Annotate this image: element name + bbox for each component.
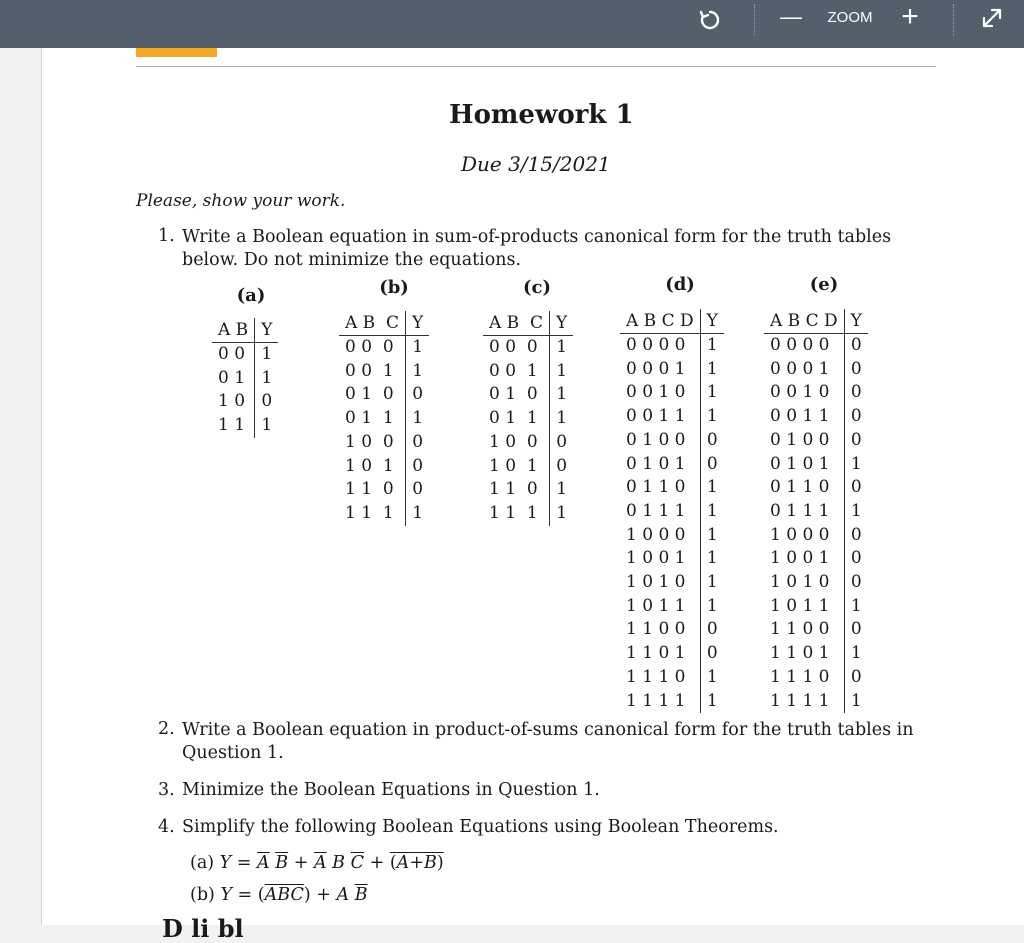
table-row	[764, 524, 868, 548]
input-values: 0 1 1 1	[770, 500, 830, 521]
table-row	[212, 367, 278, 391]
output-value: 0	[700, 642, 724, 666]
input-values: 0 0 0 1	[626, 358, 686, 379]
table-row	[764, 500, 868, 524]
input-values: 1 0	[218, 391, 246, 412]
output-value: 0	[700, 429, 724, 453]
input-values: 0 0 1 1	[770, 406, 830, 427]
q1-text: Write a Boolean equation in sum-of-products canonical form for the truth tables below. Do not minimize the equations.	[182, 227, 892, 270]
truth-table-header	[483, 311, 573, 336]
eq-b-term: A	[336, 885, 350, 905]
document-page	[41, 48, 1024, 943]
input-values: 0 0 0	[345, 337, 394, 357]
output-value: 1	[700, 500, 724, 524]
input-values: 1 1 1 1	[770, 690, 830, 711]
input-values: 0 0 0 0	[770, 335, 830, 355]
input-values: 0 1 1 1	[626, 500, 686, 521]
refresh-icon	[698, 8, 722, 32]
table-row	[620, 690, 724, 714]
input-values: 1 1 0 0	[770, 619, 830, 640]
input-values: 1 1	[218, 415, 246, 436]
input-values: 0 0 0 1	[770, 358, 830, 379]
table-row	[620, 571, 724, 595]
output-column-header: Y	[844, 309, 868, 334]
output-value: 0	[700, 453, 724, 477]
input-values: 0 1 1 0	[626, 477, 686, 498]
refresh-button[interactable]	[694, 4, 726, 36]
eq-a-term: $\overline{B}$	[275, 853, 289, 873]
table-row	[620, 524, 724, 548]
table-row	[483, 478, 573, 502]
eq-b-paren: )	[303, 885, 311, 905]
output-value: 1	[844, 642, 868, 666]
eq-a-op: +	[293, 853, 309, 873]
input-values: 0 0 1 0	[626, 382, 686, 403]
output-value: 0	[406, 431, 430, 455]
eq-a-term: $\overline{A}$	[313, 853, 327, 873]
output-value: 1	[255, 414, 279, 438]
output-value: 0	[844, 524, 868, 548]
input-values: 1 1 1	[345, 502, 394, 523]
header-rule	[136, 66, 936, 67]
table-row	[339, 431, 429, 455]
table-label-e: (e)	[809, 274, 839, 295]
q3-number: 3.	[158, 780, 175, 800]
eq-a-paren: (	[389, 853, 397, 873]
output-value: 1	[700, 405, 724, 429]
output-value: 0	[844, 381, 868, 405]
eq-a-op: +	[369, 853, 385, 873]
eq-a-paren: )	[436, 853, 444, 873]
output-value: 1	[255, 343, 279, 367]
eq-a-term: $\overline{C}$	[350, 853, 365, 873]
zoom-in-button[interactable]: +	[901, 0, 919, 33]
output-value: 1	[550, 360, 574, 384]
equation-b	[190, 885, 368, 905]
input-columns-header: A B C	[483, 311, 550, 336]
table-row	[483, 407, 573, 431]
table-row	[620, 595, 724, 619]
table-row	[212, 414, 278, 438]
eq-a-lhs: Y =	[219, 853, 252, 873]
expand-arrow-icon	[980, 6, 1004, 30]
table-row	[764, 547, 868, 571]
output-value: 0	[406, 455, 430, 479]
output-value: 0	[844, 666, 868, 690]
output-value: 0	[406, 478, 430, 502]
truth-table-e	[764, 309, 868, 713]
eq-b-lhs: Y =	[220, 885, 253, 905]
input-values: 0 0 1 1	[626, 406, 686, 427]
truth-table-header	[339, 311, 429, 336]
output-value: 1	[700, 334, 724, 358]
input-values: 1 0 1	[345, 455, 394, 476]
output-value: 1	[700, 358, 724, 382]
table-row	[212, 343, 278, 367]
input-columns-header: A B	[212, 318, 255, 343]
output-value: 0	[844, 429, 868, 453]
output-column-header: Y	[255, 318, 279, 343]
input-values: 0 1 0	[345, 384, 394, 405]
eq-b-op: +	[316, 885, 331, 905]
eq-b-label: (b)	[190, 885, 215, 905]
table-row	[764, 618, 868, 642]
output-value: 1	[550, 407, 574, 431]
truth-table-b	[339, 311, 429, 526]
table-label-d: (d)	[665, 274, 695, 295]
input-values: 0 0 0	[489, 337, 538, 357]
output-value: 1	[700, 476, 724, 500]
output-value: 1	[700, 690, 724, 714]
output-value: 1	[550, 478, 574, 502]
output-value: 0	[844, 547, 868, 571]
output-value: 1	[406, 336, 430, 360]
table-row	[764, 334, 868, 358]
output-value: 0	[550, 455, 574, 479]
table-row	[764, 690, 868, 714]
table-row	[620, 666, 724, 690]
input-values: 0 0 1 0	[770, 382, 830, 403]
table-row	[764, 405, 868, 429]
table-row	[339, 407, 429, 431]
output-value: 1	[700, 381, 724, 405]
zoom-out-button[interactable]: —	[780, 4, 802, 29]
output-value: 0	[844, 358, 868, 382]
eq-a-label: (a)	[190, 853, 215, 873]
input-values: 0 0 0 0	[626, 335, 686, 355]
output-value: 0	[844, 571, 868, 595]
input-columns-header: A B C D	[764, 309, 844, 334]
table-row	[764, 595, 868, 619]
table-row	[483, 336, 573, 360]
output-value: 1	[700, 571, 724, 595]
table-row	[764, 666, 868, 690]
input-values: 1 0 1 0	[770, 572, 830, 593]
truth-table-c	[483, 311, 573, 526]
table-label-b: (b)	[379, 277, 409, 298]
page-title: Homework 1	[449, 100, 634, 130]
input-values: 1 0 0 1	[770, 548, 830, 569]
eq-a-term: $\overline{A}$	[257, 853, 270, 873]
output-value: 1	[700, 524, 724, 548]
table-row	[339, 383, 429, 407]
output-column-header: Y	[406, 311, 430, 336]
input-values: 1 0 1 1	[770, 595, 830, 616]
output-value: 1	[550, 383, 574, 407]
input-values: 0 1 0 0	[626, 429, 686, 450]
table-label-a: (a)	[236, 285, 266, 306]
output-value: 1	[550, 502, 574, 526]
input-values: 1 1 1 1	[626, 690, 686, 711]
input-values: 0 0 1	[345, 360, 394, 381]
eq-a-term: A	[396, 853, 410, 873]
toolbar-separator	[754, 4, 755, 36]
output-value: 1	[700, 547, 724, 571]
output-value: 0	[844, 334, 868, 358]
output-value: 0	[844, 618, 868, 642]
output-value: 0	[844, 476, 868, 500]
output-value: 1	[700, 666, 724, 690]
table-row	[212, 390, 278, 414]
instructions: Please, show your work.	[136, 191, 346, 211]
table-row	[339, 478, 429, 502]
output-value: 0	[550, 431, 574, 455]
truth-table-a	[212, 318, 278, 438]
input-values: 1 0 0	[345, 431, 394, 452]
eq-b-term: $\overline{ABC}$	[264, 885, 304, 905]
output-value: 1	[550, 336, 574, 360]
input-values: 1 1 1 0	[770, 666, 830, 687]
input-values: 0 1 1	[489, 408, 538, 429]
eq-a-negated-group	[390, 853, 444, 873]
input-values: 1 0 1 0	[626, 572, 686, 593]
output-value: 0	[700, 618, 724, 642]
output-column-header: Y	[700, 309, 724, 334]
equation-a	[190, 853, 444, 873]
input-values: 1 1 0 0	[626, 619, 686, 640]
truth-table-header	[764, 309, 868, 334]
input-values: 0 1 1	[345, 408, 394, 429]
output-value: 1	[844, 453, 868, 477]
input-values: 0 1 0 1	[626, 453, 686, 474]
truth-table-d	[620, 309, 724, 713]
eq-b-paren: (	[257, 885, 265, 905]
input-values: 1 1 0	[345, 479, 394, 500]
table-row	[620, 618, 724, 642]
truth-table-header	[620, 309, 724, 334]
input-values: 1 0 0	[489, 431, 538, 452]
expand-button[interactable]	[976, 2, 1008, 34]
input-values: 0 1 0	[489, 384, 538, 405]
output-value: 1	[844, 690, 868, 714]
output-value: 0	[406, 383, 430, 407]
table-row	[764, 453, 868, 477]
q4-text: Simplify the following Boolean Equations using Boolean Theorems.	[182, 817, 779, 837]
next-section-heading-partial: D li bl	[162, 914, 244, 943]
table-row	[620, 405, 724, 429]
table-row	[339, 360, 429, 384]
toolbar-separator	[953, 4, 954, 36]
q3-text: Minimize the Boolean Equations in Question 1.	[182, 780, 600, 800]
output-value: 1	[844, 500, 868, 524]
table-row	[620, 500, 724, 524]
input-values: 0 1 0 1	[770, 453, 830, 474]
table-row	[620, 429, 724, 453]
input-values: 1 0 1	[489, 455, 538, 476]
input-values: 1 1 0 1	[770, 643, 830, 664]
eq-a-term: B	[423, 853, 437, 873]
input-values: 0 1 1 0	[770, 477, 830, 498]
input-values: 0 1 0 0	[770, 429, 830, 450]
table-row	[764, 358, 868, 382]
table-row	[620, 476, 724, 500]
output-value: 1	[700, 595, 724, 619]
output-value: 1	[406, 360, 430, 384]
q4-number: 4.	[158, 817, 175, 837]
eq-b-term: $\overline{B}$	[354, 885, 368, 905]
truth-table-header	[212, 318, 278, 343]
q1-number: 1.	[158, 226, 175, 246]
input-values: 1 1 0	[489, 479, 538, 500]
input-values: 0 0	[218, 344, 246, 364]
eq-a-op: +	[409, 853, 424, 873]
input-values: 1 0 0 0	[770, 524, 830, 545]
table-row	[339, 502, 429, 526]
input-values: 1 1 1	[489, 502, 538, 523]
due-date: Due 3/15/2021	[461, 152, 611, 176]
table-row	[764, 571, 868, 595]
table-row	[483, 431, 573, 455]
header-accent-bar	[136, 48, 217, 57]
table-row	[339, 455, 429, 479]
table-row	[764, 429, 868, 453]
input-columns-header: A B C D	[620, 309, 700, 334]
table-row	[483, 360, 573, 384]
zoom-label: ZOOM	[827, 8, 873, 26]
output-value: 1	[406, 407, 430, 431]
input-values: 1 1 0 1	[626, 643, 686, 664]
table-row	[620, 453, 724, 477]
table-row	[620, 381, 724, 405]
table-row	[620, 547, 724, 571]
input-columns-header: A B C	[339, 311, 406, 336]
output-value: 1	[406, 502, 430, 526]
table-row	[483, 455, 573, 479]
q2-text: Write a Boolean equation in product-of-sums canonical form for the truth tables in Question 1.	[182, 720, 914, 763]
q2-number: 2.	[158, 719, 175, 739]
pdf-viewer-toolbar	[0, 0, 1024, 48]
input-values: 1 0 0 0	[626, 524, 686, 545]
input-values: 1 1 1 0	[626, 666, 686, 687]
input-values: 1 0 1 1	[626, 595, 686, 616]
table-row	[483, 502, 573, 526]
output-value: 1	[255, 367, 279, 391]
table-row	[764, 476, 868, 500]
input-values: 0 1	[218, 367, 246, 388]
table-row	[620, 358, 724, 382]
table-row	[339, 336, 429, 360]
output-value: 0	[255, 390, 279, 414]
input-values: 1 0 0 1	[626, 548, 686, 569]
table-row	[764, 642, 868, 666]
table-row	[764, 381, 868, 405]
output-value: 1	[844, 595, 868, 619]
eq-a-term: B	[332, 853, 346, 873]
table-row	[620, 642, 724, 666]
table-label-c: (c)	[523, 277, 551, 298]
input-values: 0 0 1	[489, 360, 538, 381]
table-row	[620, 334, 724, 358]
table-row	[483, 383, 573, 407]
output-value: 0	[844, 405, 868, 429]
output-column-header: Y	[550, 311, 574, 336]
